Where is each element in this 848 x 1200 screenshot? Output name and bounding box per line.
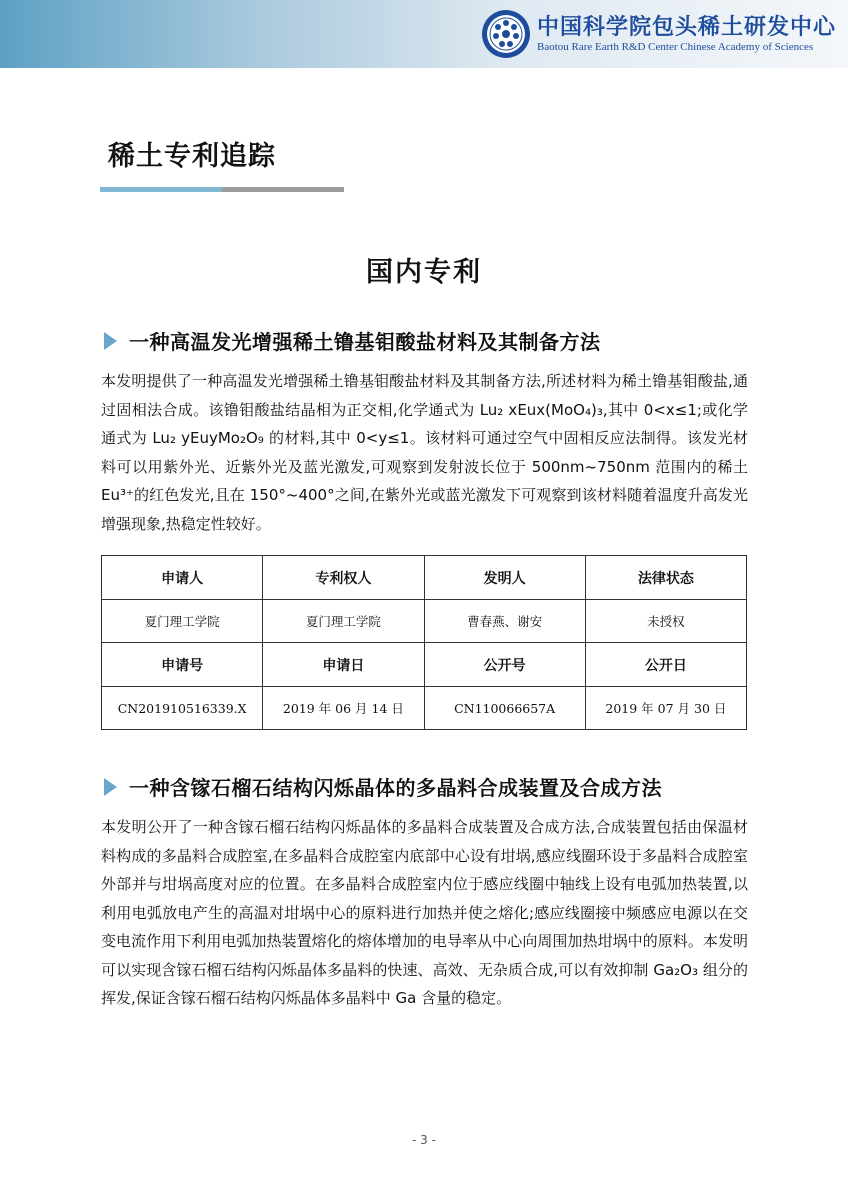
application-number-cell: CN201910516339.X xyxy=(102,687,263,730)
header-band xyxy=(0,0,848,68)
cas-seal-icon xyxy=(481,9,531,59)
patent-1-info-table xyxy=(101,555,747,730)
patent-2-abstract: 本发明公开了一种含镓石榴石结构闪烁晶体的多晶料合成装置及合成方法,合成装置包括由保温材料构成的多晶料合成腔室,在多晶料合成腔室内底部中心设有坩埚,感应线圈环设于多晶料合成腔室外部并与坩埚高度对应的位置。在多晶料合成腔室内位于感应线圈中轴线上设有电弧加热装置,以利用电弧放电产生的高温对坩埚中心的原料进行加热并使之熔化;感应线圈接中频感应电源以在交变电流作用下利用电弧加热装置熔化的熔体增加的电导率从中心向周围加热坩埚中的原料。本发明可以实现含镓石榴石结构闪烁晶体多晶料的快速、高效、无杂质合成,可以有效抑制 Ga₂O₃ 组分的挥发,保证含镓石榴石结构闪烁晶体多晶料中 Ga 含量的稳定。 xyxy=(101,818,748,1007)
application-date-cell: 2019 年 06 月 14 日 xyxy=(263,687,424,730)
patentee-cell: 夏门理工学院 xyxy=(263,600,424,643)
triangle-bullet-icon xyxy=(104,778,117,796)
org-logo xyxy=(481,9,836,59)
table-header-row xyxy=(102,556,747,600)
table-row xyxy=(102,600,747,643)
table-header-cell: 公开号 xyxy=(424,643,585,687)
inventor-cell: 曹春燕、谢安 xyxy=(424,600,585,643)
table-header-cell: 申请号 xyxy=(102,643,263,687)
table-header-cell: 发明人 xyxy=(424,556,585,600)
legal-status-cell: 未授权 xyxy=(585,600,746,643)
org-name-en: Baotou Rare Earth R&D Center Chinese Academy of Sciences xyxy=(536,41,814,53)
org-name-cn: 中国科学院包头稀土研发中心 xyxy=(536,14,836,40)
section-title: 稀土专利追踪 xyxy=(108,141,276,172)
publication-number-cell: CN110066657A xyxy=(424,687,585,730)
page-heading: 国内专利 xyxy=(366,257,482,288)
patent-1-abstract: 本发明提供了一种高温发光增强稀土镥基钼酸盐材料及其制备方法,所述材料为稀土镥基钼酸盐,通过固相法合成。该镥钼酸盐结晶相为正交相,化学通式为 Lu₂ xEux(MoO₄)₃,其中 0<x≤1;或化学通式为 Lu₂ yEuyMo₂O₉ 的材料,其中 0<y≤1。该材料可通过空气中固相反应法制得。该发光材料可以用紫外光、近紫外光及蓝光激发,可观察到发射波长位于 500nm~750nm 范围内的稀土 Eu³⁺的红色发光,且在 150°~400°之间,在紫外光或蓝光激发下可观察到该材料随着温度升高发光增强现象,热稳定性较好。 xyxy=(101,372,748,533)
publication-date-cell: 2019 年 07 月 30 日 xyxy=(585,687,746,730)
table-header-cell: 公开日 xyxy=(585,643,746,687)
triangle-bullet-icon xyxy=(104,332,117,350)
patent-2-title: 一种含镓石榴石结构闪烁晶体的多晶料合成装置及合成方法 xyxy=(129,776,662,800)
table-header-row xyxy=(102,643,747,687)
patent-1-title: 一种高温发光增强稀土镥基钼酸盐材料及其制备方法 xyxy=(129,330,601,354)
page-number: - 3 - xyxy=(412,1133,436,1147)
table-row xyxy=(102,687,747,730)
table-header-cell: 申请人 xyxy=(102,556,263,600)
table-header-cell: 法律状态 xyxy=(585,556,746,600)
patent-1-heading xyxy=(104,326,601,355)
patent-2-heading xyxy=(104,772,662,801)
table-header-cell: 申请日 xyxy=(263,643,424,687)
applicant-cell: 夏门理工学院 xyxy=(102,600,263,643)
table-header-cell: 专利权人 xyxy=(263,556,424,600)
section-underline xyxy=(100,187,344,192)
